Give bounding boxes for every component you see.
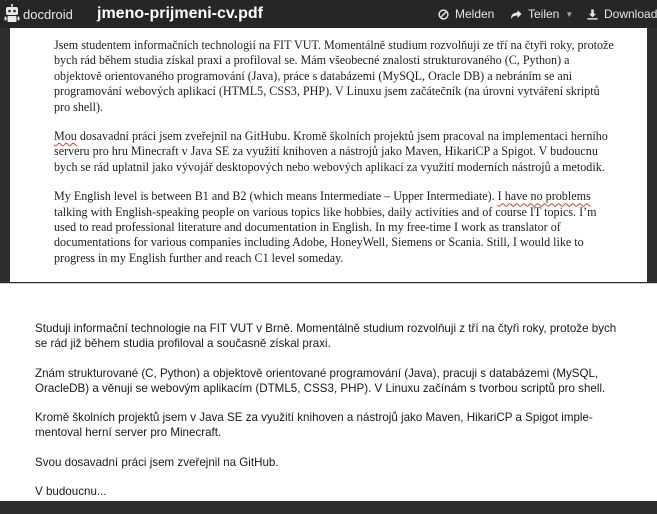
share-arrow-icon	[510, 9, 522, 20]
suggestion-paragraph: Svou dosavadní práci jsem zveřejnil na GitHub.	[35, 455, 279, 469]
report-label: Melden	[455, 7, 495, 21]
document-page	[10, 28, 647, 282]
robot-logo-icon	[4, 4, 20, 24]
suggestion-paragraph: Znám strukturované (C, Python) a objektově orientované programování (Java), pracuji s databázemi (MySQL, OracleDB) a věnuji se webovým aplikacím (DTML5, CSS3, PHP). V Linuxu začínám s tvorbou scriptů pro shell.	[35, 366, 606, 395]
document-paragraph	[54, 129, 614, 175]
share-label: Teilen	[528, 7, 560, 21]
suggestion-paragraph: V budoucnu...	[35, 485, 107, 498]
spellcheck-flagged-word: Mou	[54, 129, 77, 144]
suggestion-paragraph: Studuji informační technologie na FIT VUT v Brně. Momentálně studium rozvolňuji z tří na čtyři roky, protože bych se rád již během studia profiloval a současně získal praxi.	[35, 322, 617, 350]
document-paragraph: Jsem studentem informačních technologií na FIT VUT. Momentálně studium rozvolňuji ze tří na čtyři roky, protože bych rád během studia získal praxi a profiloval se. Mám všeobecné znalosti strukturovaného (C, Python) a objektově orientovaného programování (Java), práce s databázemi (MySQL, Oracle DB) a nebráním se ani programování webových aplikací (HTML5, CSS3, PHP). V Linuxu jsem začátečník (na úrovni vytváření skriptů pro shell).	[54, 38, 614, 114]
share-button[interactable]	[510, 5, 573, 23]
spellcheck-flagged-phrase: I have no problems	[497, 189, 591, 204]
document-title: jmeno-prijmeni-cv.pdf	[97, 5, 263, 22]
suggestion-panel	[0, 283, 657, 501]
ban-icon	[438, 9, 449, 20]
suggestion-paragraph: Kromě školních projektů jsem v Java SE za využití knihoven a nástrojů jako Maven, HikariCP a Spigot implementoval herní server pro Minecraft.	[35, 411, 593, 439]
top-bar	[0, 0, 657, 28]
document-paragraph	[54, 189, 614, 266]
chevron-down-icon: ▼	[565, 9, 574, 19]
logo-text: docdroid	[23, 6, 73, 22]
document-text	[54, 38, 614, 280]
suggestion-text	[35, 321, 630, 514]
download-button[interactable]	[587, 5, 657, 23]
document-paragraph-text: My English level is between B1 and B2 (which means Intermediate – Upper Intermediate).	[54, 189, 498, 204]
download-icon	[587, 9, 598, 20]
document-paragraph-text: dosavadní práci jsem zveřejnil na GitHubu. Kromě školních projektů jsem pracoval na implementaci herního serveru pro hru Minecraft v Java SE za využití knihoven a nástrojů jako Maven, HikariCP a Spigot. V budoucnu bych se rád uplatnil jako vývojář desktopových nebo webových aplikací za využití moderních nástrojů a metodik.	[54, 129, 608, 174]
document-paragraph-text: talking with English-speaking people on various topics like hobbies, daily activities and of course IT topics. I’m used to read professional literature and documentation in English. In my free-time I work as translator of documentations for various companies including Adobe, HoneyWell, Siemens or Scania. Still, I would like to progress in my English further and reach C1 level someday.	[54, 204, 597, 265]
download-label: Download	[604, 7, 657, 21]
report-button[interactable]	[438, 5, 494, 23]
docdroid-logo[interactable]	[4, 3, 73, 25]
